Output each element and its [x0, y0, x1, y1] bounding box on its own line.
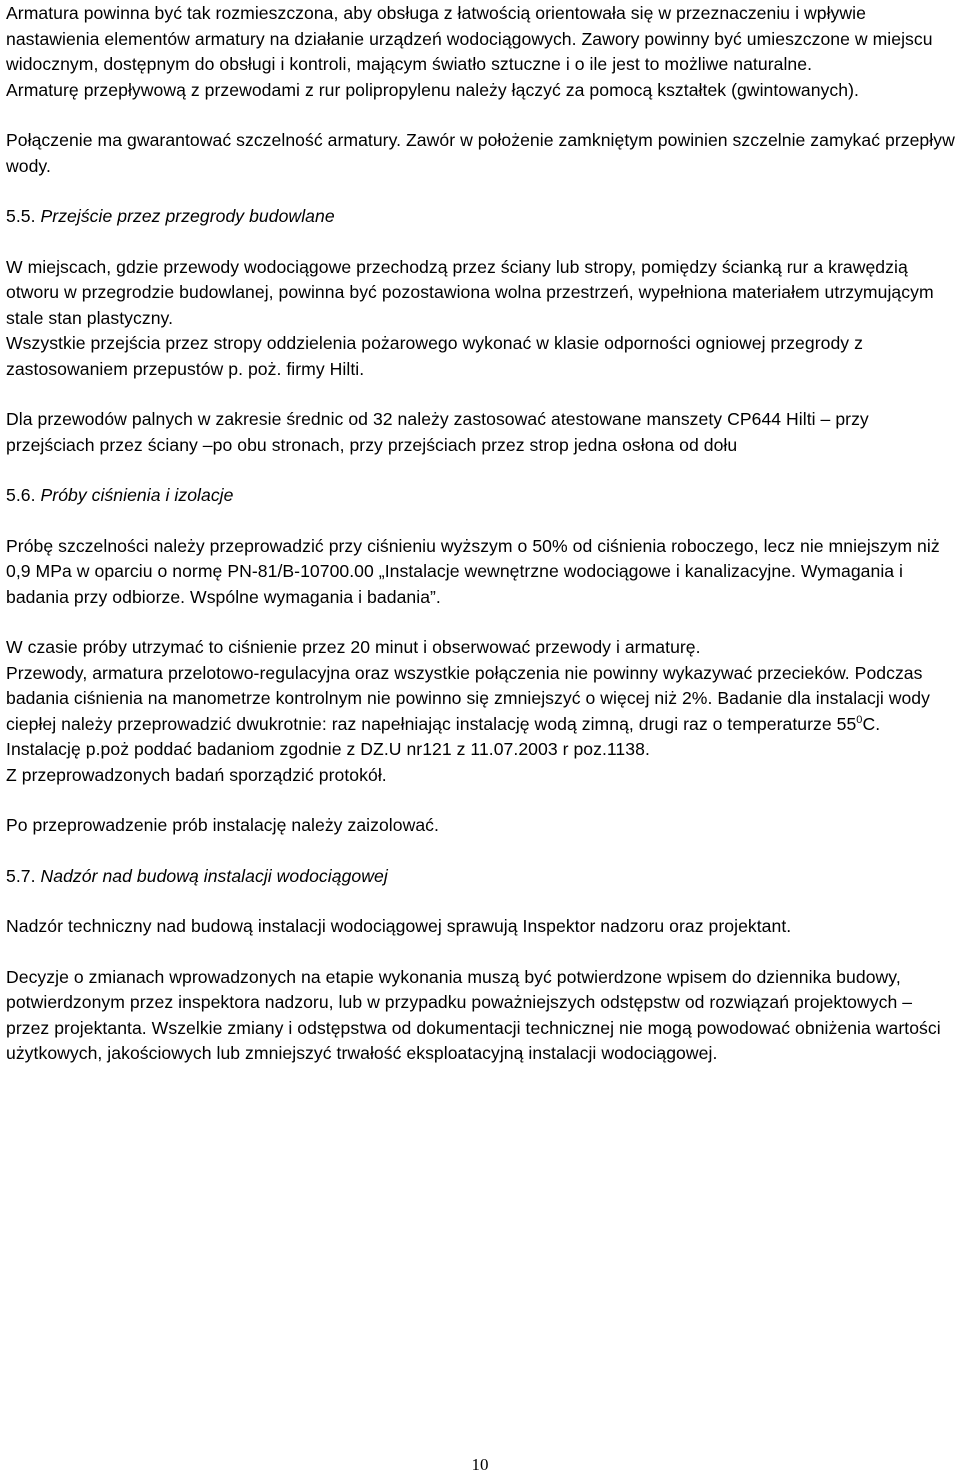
paragraph-przejscia-wolna-przestrzen: W miejscach, gdzie przewody wodociągowe przechodzą przez ściany lub stropy, pomiędzy ścianką rur a krawędzią otworu w przegrodzie budowlanej, powinna być pozostawiona wolna przestrzeń, wypełniona materiałem utrzymującym stale stan plastyczny. — [6, 256, 934, 328]
section-title: Przejście przez przegrody budowlane — [40, 206, 335, 226]
paragraph-przejscia-pozarowe: Wszystkie przejścia przez stropy oddzielenia pożarowego wykonać w klasie odporności ogniowej przegrody z zastosowaniem przepustów p. poż. firmy Hilti. — [6, 333, 863, 379]
section-title: Próby ciśnienia i izolacje — [40, 485, 234, 505]
paragraph-proba-szczelnosci: Próbę szczelności należy przeprowadzić przy ciśnieniu wyższym o 50% od ciśnienia roboczego, lecz nie mniejszym niż 0,9 MPa w oparciu o normę PN-81/B-10700.00 „Instalacje wewnętrzne wodociągowe i kanalizacyjne. Wymagania i badania przy odbiorze. Wspólne wymagania i badania”. — [6, 535, 940, 607]
paragraph-instalacja-ppoz: Instalację p.poż poddać badaniom zgodnie z DZ.U nr121 z 11.07.2003 r poz.1138. — [6, 739, 650, 759]
document-page — [6, 0, 956, 1067]
paragraph-przecieki — [6, 661, 956, 738]
paragraph-przecieki-text: Przewody, armatura przelotowo-regulacyjna oraz wszystkie połączenia nie powinny wykazywać przecieków. Podczas badania ciśnienia na manometrze kontrolnym nie powinno się zmniejszyć o więcej niż 2%. Badanie dla instalacji wody ciepłej należy przeprowadzić dwukrotnie: raz napełniając instalację wodą zimną, drugi raz o temperaturze 55 — [6, 662, 930, 734]
section-heading-5-6 — [6, 483, 956, 509]
paragraph-polaczenie: Połączenie ma gwarantować szczelność armatury. Zawór w położenie zamkniętym powinien szczelnie zamykać przepływ wody. — [6, 130, 955, 176]
section-heading-5-5 — [6, 204, 956, 230]
section-number: 5.7. — [6, 865, 36, 886]
paragraph-armatura-rozmieszczenie: Armatura powinna być tak rozmieszczona, aby obsługa z łatwością orientowała się w przeznaczeniu i wpływie nastawienia elementów armatury na działanie urządzeń wodociągowych. Zawory powinny być umieszczone w miejscu widocznym, dostępnym do obsługi i kontroli, mającym światło sztuczne i o ile jest to możliwe naturalne. — [6, 3, 933, 74]
section-number: 5.5. — [6, 206, 36, 226]
section-number: 5.6. — [6, 485, 36, 505]
section-heading-5-7 — [6, 864, 956, 890]
paragraph-protokol: Z przeprowadzonych badań sporządzić protokół. — [6, 764, 387, 785]
paragraph-manszety: Dla przewodów palnych w zakresie średnic od 32 należy zastosować atestowane manszety CP644 Hilti – przy przejściach przez ściany –po obu stronach, przy przejściach przez strop jedna osłona od dołu — [6, 409, 869, 455]
paragraph-przecieki-unit: C. — [862, 713, 881, 734]
degree-superscript: 0 — [856, 713, 863, 726]
page-number: 10 — [471, 1455, 489, 1474]
paragraph-izolacja: Po przeprowadzenie prób instalację należy zaizolować. — [6, 815, 439, 835]
paragraph-czas-proby: W czasie próby utrzymać to ciśnienie przez 20 minut i obserwować przewody i armaturę. — [6, 637, 701, 657]
paragraph-armatura-przeplywowa: Armaturę przepływową z przewodami z rur polipropylenu należy łączyć za pomocą kształtek (gwintowanych). — [6, 79, 859, 100]
paragraph-decyzje: Decyzje o zmianach wprowadzonych na etapie wykonania muszą być potwierdzone wpisem do dziennika budowy, potwierdzonym przez inspektora nadzoru, lub w przypadku poważniejszych odstępstw od rozwiązań projektowych – przez projektanta. Wszelkie zmiany i odstępstwa od dokumentacji technicznej nie mogą powodować obniżenia wartości użytkowych, jakościowych lub zmniejszyć trwałość eksploatacyjną instalacji wodociągowej. — [6, 966, 941, 1063]
section-title: Nadzór nad budową instalacji wodociągowej — [40, 865, 388, 886]
paragraph-nadzor: Nadzór techniczny nad budową instalacji wodociągowej sprawują Inspektor nadzoru oraz projektant. — [6, 916, 792, 936]
